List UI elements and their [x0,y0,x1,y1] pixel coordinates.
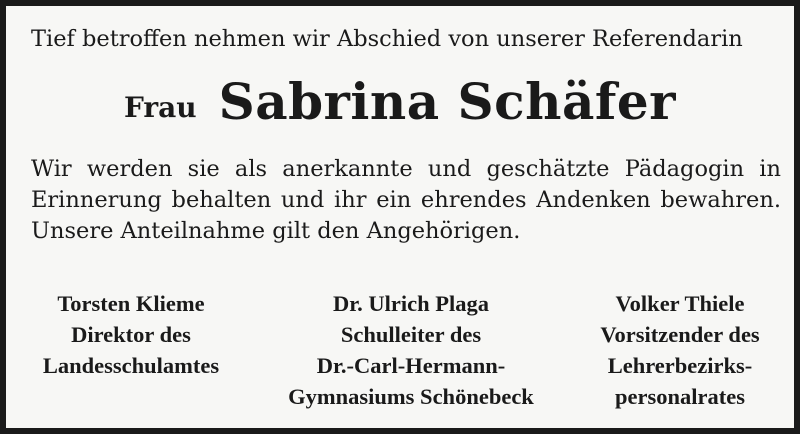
condolence-text [31,154,781,247]
signatory-title: Landesschulamtes [42,353,220,378]
signatory-title: Schulleiter des [340,322,482,347]
signatures [16,288,784,418]
signatory-name: Dr. Ulrich Plaga [332,291,490,316]
signatory-title: Lehrerbezirks- [607,353,753,378]
signatory-block [576,288,784,412]
deceased-name-line [6,72,794,131]
signatory-title: Direktor des [71,322,191,347]
signatory-name: Volker Thiele [615,291,745,316]
signatory-title: personalrates [615,384,745,409]
signatory-title: Gymnasiums Schönebeck [288,384,534,409]
condolence-line: Unsere Anteilnahme gilt den Angehörigen. [31,218,521,244]
intro-text: Tief betroffen nehmen wir Abschied von unserer Referendarin [31,26,743,52]
signatory-block [16,288,246,381]
condolence-line: Wir werden sie als anerkannte und geschätzte Pädagogin in [31,156,781,182]
signatory-title: Vorsitzender des [600,322,760,347]
signatory-block [261,288,561,412]
condolence-line: Erinnerung behalten und ihr ein ehrendes Andenken bewahren. [31,187,781,213]
salutation: Frau [123,91,197,124]
deceased-name: Sabrina Schäfer [218,72,677,131]
signatory-title: Dr.-Carl-Hermann- [316,353,506,378]
signatory-name: Torsten Klieme [57,291,205,316]
